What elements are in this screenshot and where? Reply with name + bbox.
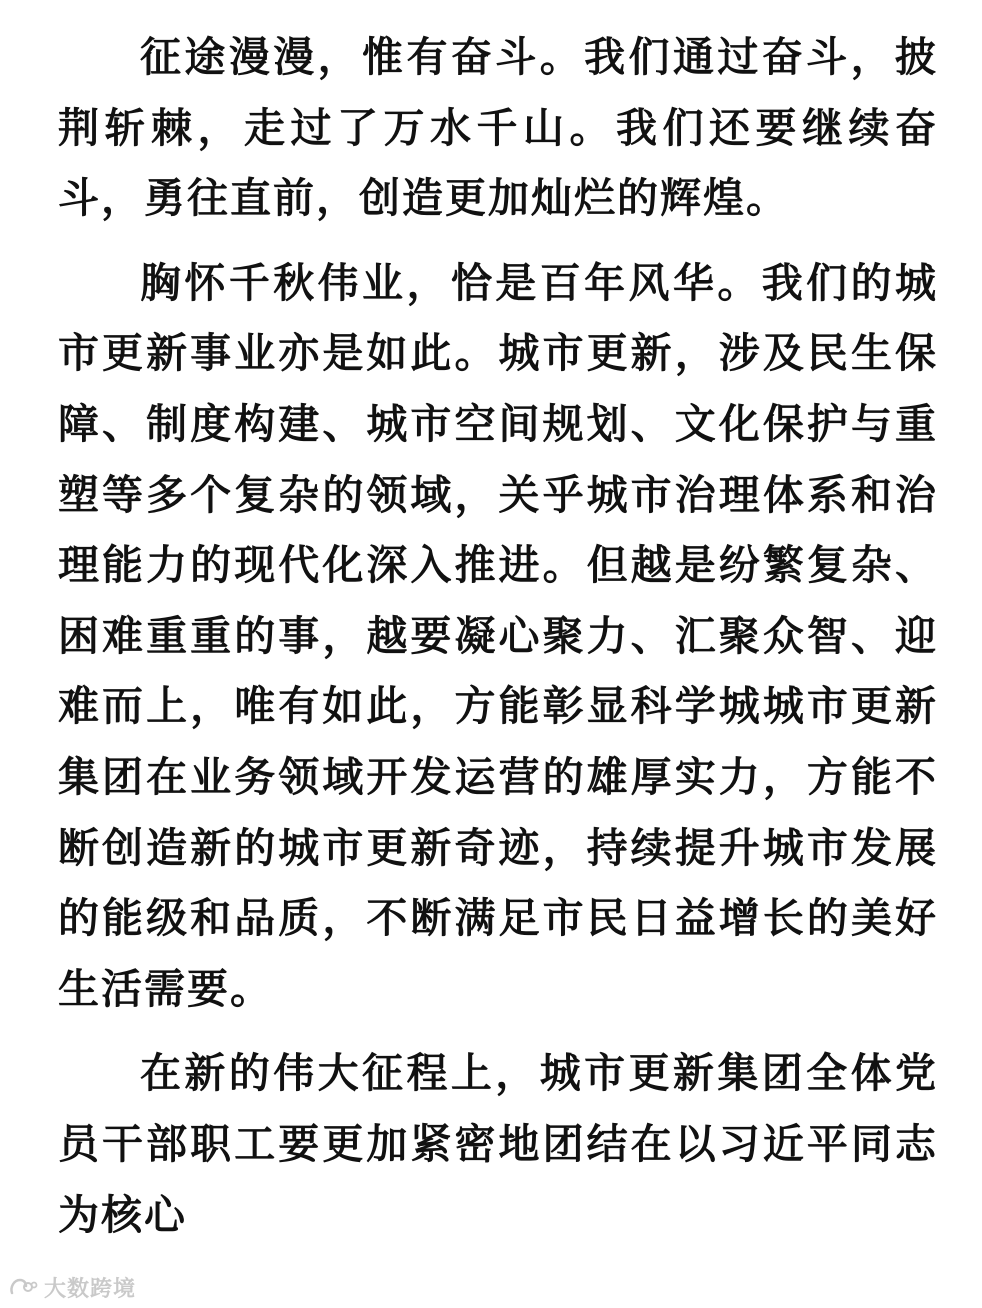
paragraph-1: 征途漫漫，惟有奋斗。我们通过奋斗，披荆斩棘，走过了万水千山。我们还要继续奋斗，勇往直前，创造更加灿烂的辉煌。	[58, 33, 938, 223]
brand-logo-icon	[8, 1275, 38, 1299]
watermark-text: 大数跨境	[44, 1276, 137, 1302]
watermark	[8, 1272, 136, 1302]
article-body	[58, 22, 938, 1250]
paragraph-3: 在新的伟大征程上，城市更新集团全体党员干部职工要更加紧密地团结在以习近平同志为核心	[58, 1049, 938, 1239]
paragraph-2: 胸怀千秋伟业，恰是百年风华。我们的城市更新事业亦是如此。城市更新，涉及民生保障、制度构建、城市空间规划、文化保护与重塑等多个复杂的领域，关乎城市治理体系和治理能力的现代化深入推进。但越是纷繁复杂、困难重重的事，越要凝心聚力、汇聚众智、迎难而上，唯有如此，方能彰显科学城城市更新集团在业务领域开发运营的雄厚实力，方能不断创造新的城市更新奇迹，持续提升城市发展的能级和品质，不断满足市民日益增长的美好生活需要。	[58, 258, 938, 1013]
